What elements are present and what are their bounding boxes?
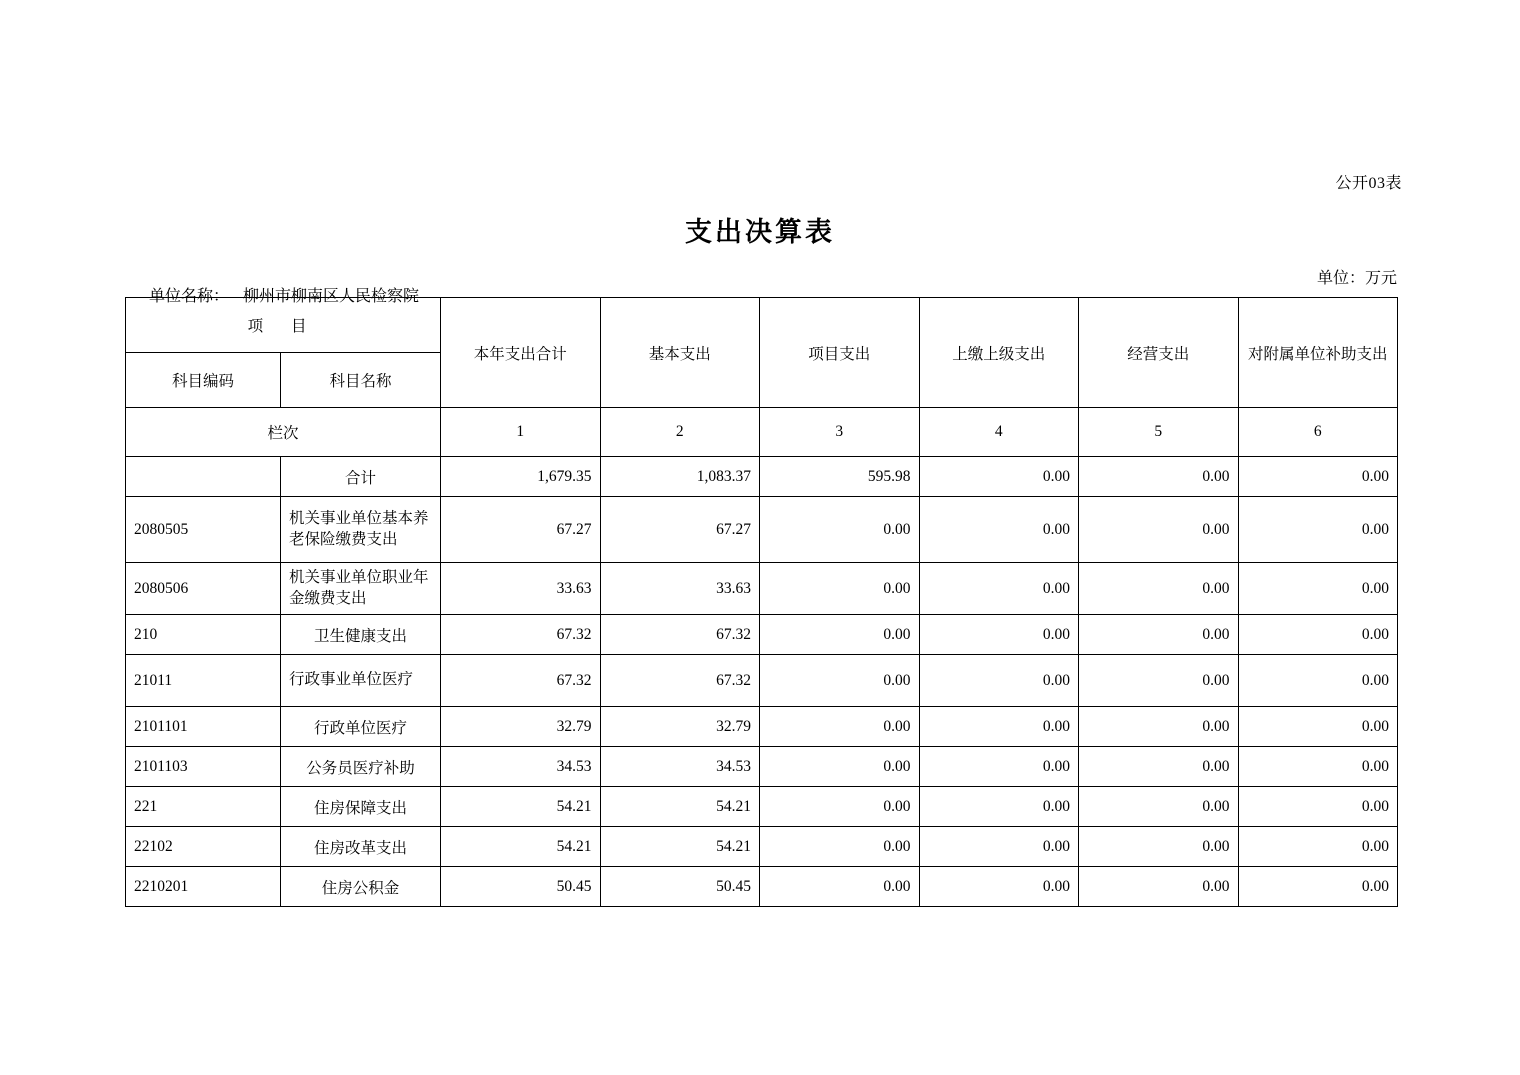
cell-project: 0.00 <box>760 655 920 707</box>
col-index-2: 2 <box>600 408 760 457</box>
unit-name-value: 柳州市柳南区人民检察院 <box>243 288 420 305</box>
cell-basic: 67.27 <box>600 497 760 563</box>
cell-operating: 0.00 <box>1079 867 1239 907</box>
cell-total: 33.63 <box>441 563 601 615</box>
cell-total: 1,679.35 <box>441 457 601 497</box>
cell-operating: 0.00 <box>1079 457 1239 497</box>
cell-total: 67.27 <box>441 497 601 563</box>
cell-name: 行政单位医疗 <box>281 707 441 747</box>
table-row <box>126 563 1398 615</box>
cell-project: 0.00 <box>760 787 920 827</box>
cell-upper: 0.00 <box>919 563 1079 615</box>
cell-code: 21011 <box>126 655 281 707</box>
cell-code: 2080506 <box>126 563 281 615</box>
table-row <box>126 497 1398 563</box>
cell-project: 0.00 <box>760 747 920 787</box>
cell-code: 210 <box>126 615 281 655</box>
cell-upper: 0.00 <box>919 787 1079 827</box>
cell-project: 0.00 <box>760 707 920 747</box>
cell-total: 54.21 <box>441 827 601 867</box>
col-index-4: 4 <box>919 408 1079 457</box>
cell-subsidy: 0.00 <box>1238 457 1398 497</box>
cell-subsidy: 0.00 <box>1238 707 1398 747</box>
cell-project: 595.98 <box>760 457 920 497</box>
header-col-basic: 基本支出 <box>600 298 760 408</box>
cell-total: 32.79 <box>441 707 601 747</box>
cell-total: 67.32 <box>441 655 601 707</box>
cell-operating: 0.00 <box>1079 497 1239 563</box>
col-index-3: 3 <box>760 408 920 457</box>
table-row <box>126 655 1398 707</box>
cell-name: 卫生健康支出 <box>281 615 441 655</box>
header-col-index-label: 栏次 <box>126 408 441 457</box>
cell-basic: 54.21 <box>600 787 760 827</box>
cell-upper: 0.00 <box>919 707 1079 747</box>
col-index-5: 5 <box>1079 408 1239 457</box>
cell-upper: 0.00 <box>919 827 1079 867</box>
cell-upper: 0.00 <box>919 457 1079 497</box>
cell-total: 67.32 <box>441 615 601 655</box>
cell-name: 机关事业单位职业年金缴费支出 <box>281 563 441 615</box>
cell-operating: 0.00 <box>1079 707 1239 747</box>
cell-total: 54.21 <box>441 787 601 827</box>
cell-upper: 0.00 <box>919 747 1079 787</box>
cell-subsidy: 0.00 <box>1238 827 1398 867</box>
cell-total: 50.45 <box>441 867 601 907</box>
cell-upper: 0.00 <box>919 615 1079 655</box>
cell-subsidy: 0.00 <box>1238 497 1398 563</box>
cell-subsidy: 0.00 <box>1238 787 1398 827</box>
cell-code: 2101101 <box>126 707 281 747</box>
amount-unit-label: 单位：万元 <box>1316 270 1397 287</box>
header-group-item: 项 目 <box>126 298 441 353</box>
cell-code: 2210201 <box>126 867 281 907</box>
cell-name: 机关事业单位基本养老保险缴费支出 <box>281 497 441 563</box>
cell-name: 住房公积金 <box>281 867 441 907</box>
cell-subsidy: 0.00 <box>1238 615 1398 655</box>
table-row <box>126 707 1398 747</box>
cell-basic: 33.63 <box>600 563 760 615</box>
col-index-6: 6 <box>1238 408 1398 457</box>
header-col-upper: 上缴上级支出 <box>919 298 1079 408</box>
table-row <box>126 827 1398 867</box>
cell-subsidy: 0.00 <box>1238 563 1398 615</box>
cell-upper: 0.00 <box>919 867 1079 907</box>
cell-operating: 0.00 <box>1079 655 1239 707</box>
cell-operating: 0.00 <box>1079 787 1239 827</box>
cell-operating: 0.00 <box>1079 563 1239 615</box>
cell-basic: 50.45 <box>600 867 760 907</box>
cell-basic: 32.79 <box>600 707 760 747</box>
cell-project: 0.00 <box>760 827 920 867</box>
cell-name: 行政事业单位医疗 <box>281 655 441 707</box>
cell-name: 住房保障支出 <box>281 787 441 827</box>
table-row <box>126 747 1398 787</box>
table-row <box>126 615 1398 655</box>
cell-operating: 0.00 <box>1079 827 1239 867</box>
cell-name: 公务员医疗补助 <box>281 747 441 787</box>
page-title: 支出决算表 <box>685 217 835 247</box>
cell-subsidy: 0.00 <box>1238 747 1398 787</box>
cell-code: 2080505 <box>126 497 281 563</box>
header-col-code: 科目编码 <box>126 353 281 408</box>
cell-upper: 0.00 <box>919 497 1079 563</box>
cell-code: 221 <box>126 787 281 827</box>
table-header-row-index <box>126 408 1398 457</box>
cell-project: 0.00 <box>760 867 920 907</box>
cell-subsidy: 0.00 <box>1238 655 1398 707</box>
cell-project: 0.00 <box>760 563 920 615</box>
header-col-operating: 经营支出 <box>1079 298 1239 408</box>
cell-code <box>126 457 281 497</box>
unit-name-label: 单位名称： <box>149 288 230 305</box>
cell-basic: 67.32 <box>600 615 760 655</box>
cell-basic: 67.32 <box>600 655 760 707</box>
header-col-total: 本年支出合计 <box>441 298 601 408</box>
header-col-project: 项目支出 <box>760 298 920 408</box>
table-body <box>126 457 1398 907</box>
header-col-subsidy: 对附属单位补助支出 <box>1238 298 1398 408</box>
cell-total: 34.53 <box>441 747 601 787</box>
cell-project: 0.00 <box>760 615 920 655</box>
cell-operating: 0.00 <box>1079 615 1239 655</box>
cell-basic: 54.21 <box>600 827 760 867</box>
table-row <box>126 457 1398 497</box>
cell-name: 住房改革支出 <box>281 827 441 867</box>
cell-name: 合计 <box>281 457 441 497</box>
cell-project: 0.00 <box>760 497 920 563</box>
cell-code: 2101103 <box>126 747 281 787</box>
expenditure-table <box>125 297 1398 907</box>
table-header-row-1 <box>126 298 1398 353</box>
cell-upper: 0.00 <box>919 655 1079 707</box>
cell-basic: 34.53 <box>600 747 760 787</box>
form-code-label: 公开03表 <box>1335 175 1402 192</box>
cell-basic: 1,083.37 <box>600 457 760 497</box>
header-col-name: 科目名称 <box>281 353 441 408</box>
col-index-1: 1 <box>441 408 601 457</box>
table-row <box>126 787 1398 827</box>
cell-subsidy: 0.00 <box>1238 867 1398 907</box>
cell-code: 22102 <box>126 827 281 867</box>
cell-operating: 0.00 <box>1079 747 1239 787</box>
table-row <box>126 867 1398 907</box>
